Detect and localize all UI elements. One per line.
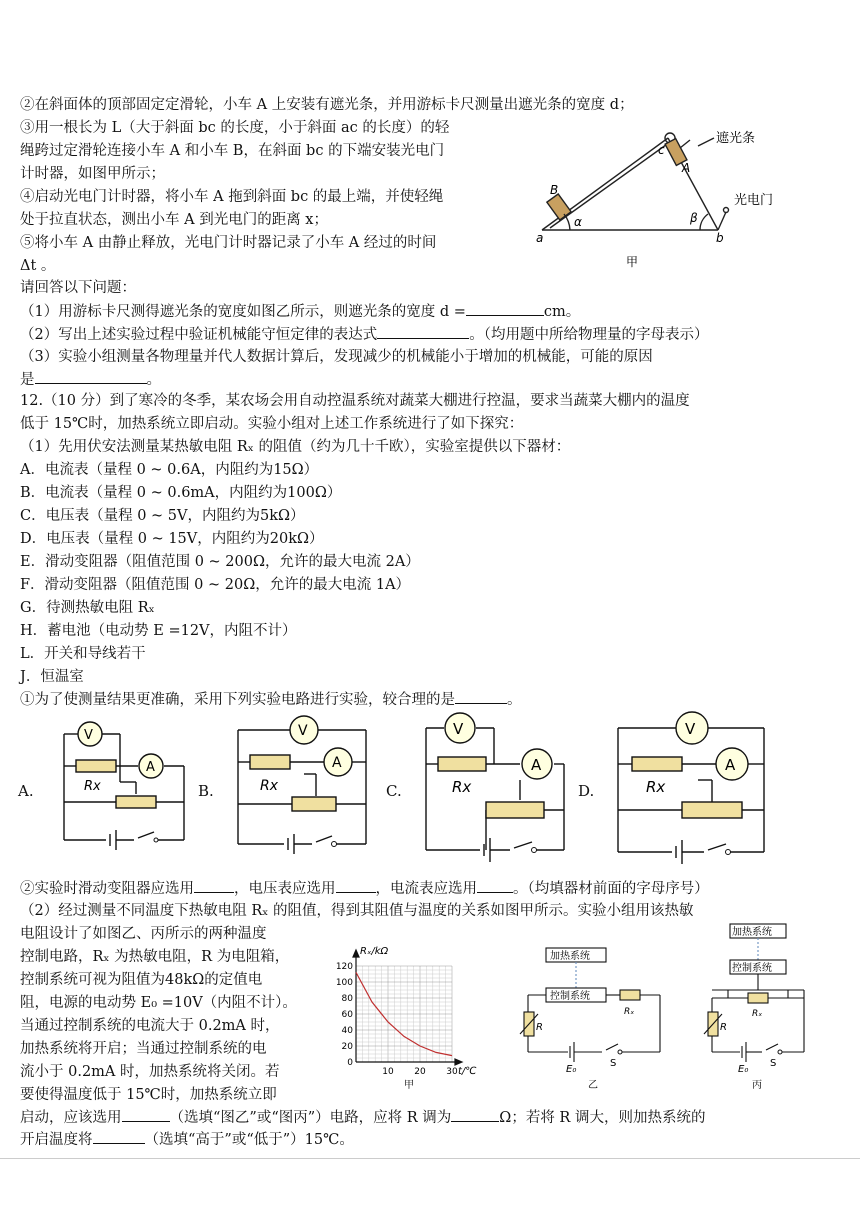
circuit-C bbox=[420, 708, 570, 868]
answer-blank-d[interactable] bbox=[466, 300, 544, 316]
option-D-label: D. bbox=[578, 782, 595, 800]
x-tick-label: 30 bbox=[446, 1067, 458, 1077]
equipment-F: F．滑动变阻器（阻值范围 0 ~ 20Ω，允许的最大电流 1A） bbox=[20, 577, 411, 593]
x-axis-arrow bbox=[455, 1059, 462, 1065]
Rx-label: Rx bbox=[452, 778, 472, 796]
equipment-H: H．蓄电池（电动势 E =12V，内阻不计） bbox=[20, 623, 297, 639]
question-3: （3）实验小组测量各物理量并代人数据计算后，发现减少的机械能小于增加的机械能，可能的原因 bbox=[20, 349, 653, 365]
step-3-text-cont2: 计时器，如图甲所示； bbox=[20, 166, 165, 182]
resistor-Rx bbox=[632, 757, 682, 771]
voltmeter-label: V bbox=[453, 720, 464, 738]
answer-blank-rheostat[interactable] bbox=[194, 877, 234, 893]
rheostat bbox=[486, 802, 544, 818]
circuit-yi bbox=[518, 944, 668, 1094]
step-4-text: ④启动光电门计时器，将小车 A 拖到斜面 bc 的最上端，并使轻绳 bbox=[20, 189, 444, 205]
resistor-Rx bbox=[76, 760, 116, 772]
Rx-label: Rx bbox=[646, 778, 666, 796]
caption-graph-jia: 甲 bbox=[404, 1080, 414, 1090]
y-tick-label: 60 bbox=[341, 1010, 353, 1020]
sub-question-2: ②实验时滑动变阻器应选用 ，电压表应选用 ，电流表应选用 。（均填器材前面的字母序号） bbox=[20, 877, 709, 900]
x-axis-label: t/℃ bbox=[458, 1066, 477, 1077]
label-B: B bbox=[550, 183, 559, 197]
part-2-text-l5: 当通过控制系统的电流大于 0.2mA 时， bbox=[20, 1018, 280, 1034]
answer-blank-voltmeter[interactable] bbox=[336, 877, 376, 893]
photogate-stand bbox=[718, 212, 726, 230]
photogate bbox=[724, 208, 729, 213]
Rx-label: Rx bbox=[260, 778, 279, 794]
problem-12-part1: （1）先用伏安法测量某热敏电阻 Rₓ 的阻值（约为几十千欧），实验室提供以下器材： bbox=[20, 439, 571, 455]
ammeter-label: A bbox=[531, 756, 542, 774]
step-3-text-cont: 绳跨过定滑轮连接小车 A 和小车 B，在斜面 bc 的下端安装光电门 bbox=[20, 143, 445, 159]
step-2-text: ②在斜面体的顶部固定定滑轮，小车 A 上安装有遮光条，并用游标卡尺测量出遮光条的宽度 d； bbox=[20, 97, 634, 113]
equipment-C: C．电压表（量程 0 ~ 5V，内阻约为5kΩ） bbox=[20, 508, 305, 524]
caption-bing: 丙 bbox=[752, 1080, 762, 1091]
question-2: （2）写出上述实验过程中验证机械能守恒定律的表达式 。（均用题中所给物理量的字母表示） bbox=[20, 323, 708, 346]
answer-blank-circuit-choice[interactable] bbox=[122, 1106, 170, 1122]
equipment-J: J．恒温室 bbox=[20, 669, 84, 685]
rheostat bbox=[116, 796, 156, 808]
question-1: （1）用游标卡尺测得遮光条的宽度如图乙所示，则遮光条的宽度 d = cm。 bbox=[20, 300, 580, 323]
answer-blank-expression[interactable] bbox=[377, 323, 469, 339]
y-axis-label: Rₓ/kΩ bbox=[360, 946, 389, 957]
equipment-A: A．电流表（量程 0 ~ 0.6A，内阻约为15Ω） bbox=[20, 462, 319, 478]
resistor-Rx bbox=[250, 755, 290, 769]
option-C-label: C. bbox=[386, 782, 402, 800]
label-b: b bbox=[716, 231, 724, 245]
part-2-text-l4: 阻，电源的电动势 E₀ =10V（内阻不计）。 bbox=[20, 995, 297, 1011]
E0-label: E₀ bbox=[566, 1064, 577, 1075]
x-tick-label: 20 bbox=[414, 1067, 426, 1077]
shading-strip bbox=[680, 140, 690, 148]
answer-blank-ammeter[interactable] bbox=[477, 877, 513, 893]
answer-blank-R-value[interactable] bbox=[451, 1106, 499, 1122]
voltmeter-label: V bbox=[84, 728, 93, 743]
question-3-cont: 是 。 bbox=[20, 368, 161, 391]
problem-12-text: 低于 15℃时，加热系统立即启动。实验小组对上述工作系统进行了如下探究： bbox=[20, 416, 524, 432]
page-bottom-divider bbox=[0, 1158, 860, 1159]
slope-ac-inner bbox=[550, 142, 670, 228]
circuit-bing bbox=[698, 920, 848, 1094]
resistor-Rx bbox=[438, 757, 486, 771]
control-label: 控制系统 bbox=[550, 991, 590, 1002]
voltmeter-label: V bbox=[298, 723, 308, 739]
S-label: S bbox=[610, 1058, 617, 1069]
label-alpha: α bbox=[574, 215, 582, 229]
step-4-text-cont: 处于拉直状态，测出小车 A 到光电门的距离 x； bbox=[20, 212, 328, 228]
Rx-label: Rₓ bbox=[624, 1007, 635, 1017]
rheostat bbox=[292, 797, 336, 811]
label-A: A bbox=[682, 161, 691, 175]
part-2-text-l6: 加热系统将开启；当通过控制系统的电 bbox=[20, 1041, 267, 1057]
part-2-text-l9: 启动，应该选用 （选填“图乙”或“图丙”）电路，应将 R 调为 Ω；若将 R 调大，则加热系统的 bbox=[20, 1106, 705, 1129]
option-B-label: B. bbox=[198, 782, 214, 800]
step-5-text-cont: Δt 。 bbox=[20, 258, 56, 274]
part-2-text-l2: 控制电路，Rₓ 为热敏电阻，R 为电阻箱， bbox=[20, 949, 290, 965]
thermistor-Rx bbox=[748, 993, 768, 1003]
problem-12-title: 12.（10 分）到了寒冷的冬季，某农场会用自动控温系统对蔬菜大棚进行控温，要求当蔬菜大棚内的温度 bbox=[20, 393, 690, 409]
sub-question-1: ①为了使测量结果更准确，采用下列实验电路进行实验，较合理的是 。 bbox=[20, 688, 522, 711]
option-A-label: A. bbox=[18, 782, 34, 800]
R-label: R bbox=[720, 1022, 727, 1033]
step-5-text: ⑤将小车 A 由静止释放，光电门计时器记录了小车 A 经过的时间 bbox=[20, 235, 437, 251]
equipment-B: B．电流表（量程 0 ~ 0.6mA，内阻约为100Ω） bbox=[20, 485, 342, 501]
part-2-text-l8: 要使得温度低于 15℃时，加热系统立即 bbox=[20, 1087, 277, 1103]
incline-figure bbox=[530, 118, 830, 278]
y-tick-label: 80 bbox=[341, 994, 353, 1004]
label-a: a bbox=[536, 231, 544, 245]
part-2-text-l10: 开启温度将 （选填“高于”或“低于”）15℃。 bbox=[20, 1128, 354, 1151]
heating-label: 加热系统 bbox=[550, 951, 590, 962]
R-label: R bbox=[536, 1022, 543, 1033]
label-zheguangtiao: 遮光条 bbox=[716, 131, 756, 146]
part-2-text-l1: 电阻设计了如图乙、丙所示的两种温度 bbox=[20, 926, 267, 942]
S-label: S bbox=[770, 1058, 777, 1069]
thermistor-Rx bbox=[620, 990, 640, 1000]
heating-label: 加热系统 bbox=[732, 927, 772, 938]
circuit-A bbox=[60, 718, 190, 858]
equipment-E: E．滑动变阻器（阻值范围 0 ~ 200Ω，允许的最大电流 2A） bbox=[20, 554, 420, 570]
circuit-D bbox=[612, 706, 772, 870]
y-tick-label: 100 bbox=[335, 978, 353, 988]
questions-intro: 请回答以下问题： bbox=[20, 280, 136, 296]
y-tick-label: 40 bbox=[341, 1026, 353, 1036]
part-2-text-l7: 流小于 0.2mA 时，加热系统将关闭。若 bbox=[20, 1064, 280, 1080]
caption-jia: 甲 bbox=[626, 255, 639, 269]
label-beta: β bbox=[690, 211, 698, 225]
answer-blank-circuit[interactable] bbox=[455, 688, 507, 704]
y-tick-label: 120 bbox=[335, 962, 353, 972]
y-axis-arrow bbox=[353, 950, 359, 957]
step-3-text: ③用一根长为 L（大于斜面 bc 的长度，小于斜面 ac 的长度）的轻 bbox=[20, 120, 450, 136]
ammeter-label: A bbox=[725, 756, 736, 774]
equipment-D: D．电压表（量程 0 ~ 15V，内阻约为20kΩ） bbox=[20, 531, 324, 547]
caption-yi: 乙 bbox=[588, 1080, 598, 1091]
equipment-G: G．待测热敏电阻 Rₓ bbox=[20, 600, 155, 616]
circuit-B bbox=[232, 714, 372, 862]
Rx-label: Rx bbox=[84, 779, 101, 794]
ammeter-label: A bbox=[332, 755, 342, 771]
equipment-L: L．开关和导线若干 bbox=[20, 646, 146, 662]
voltmeter-label: V bbox=[685, 720, 696, 738]
rx-temperature-chart bbox=[326, 940, 486, 1090]
leader-zheguang bbox=[698, 138, 714, 146]
ammeter-label: A bbox=[146, 760, 155, 775]
label-c: c bbox=[658, 143, 665, 157]
part-2-text-l3: 控制系统可视为阻值为48kΩ的定值电 bbox=[20, 972, 263, 988]
x-tick-label: 10 bbox=[382, 1067, 394, 1077]
Rx-label: Rₓ bbox=[752, 1009, 763, 1019]
E0-label: E₀ bbox=[738, 1064, 749, 1075]
answer-blank-temp[interactable] bbox=[93, 1128, 145, 1144]
part-2-text: （2）经过测量不同温度下热敏电阻 Rₓ 的阻值，得到其阻值与温度的关系如图甲所示。实验小组用该热敏 bbox=[20, 903, 694, 919]
label-guangdianmen: 光电门 bbox=[734, 193, 774, 208]
answer-blank-reason[interactable] bbox=[35, 368, 147, 384]
rheostat bbox=[682, 802, 742, 818]
control-label: 控制系统 bbox=[732, 963, 772, 974]
angle-beta-arc bbox=[700, 214, 708, 230]
chart-grid bbox=[356, 966, 452, 1062]
y-tick-label: 20 bbox=[341, 1042, 353, 1052]
y-tick-label: 0 bbox=[347, 1058, 353, 1068]
